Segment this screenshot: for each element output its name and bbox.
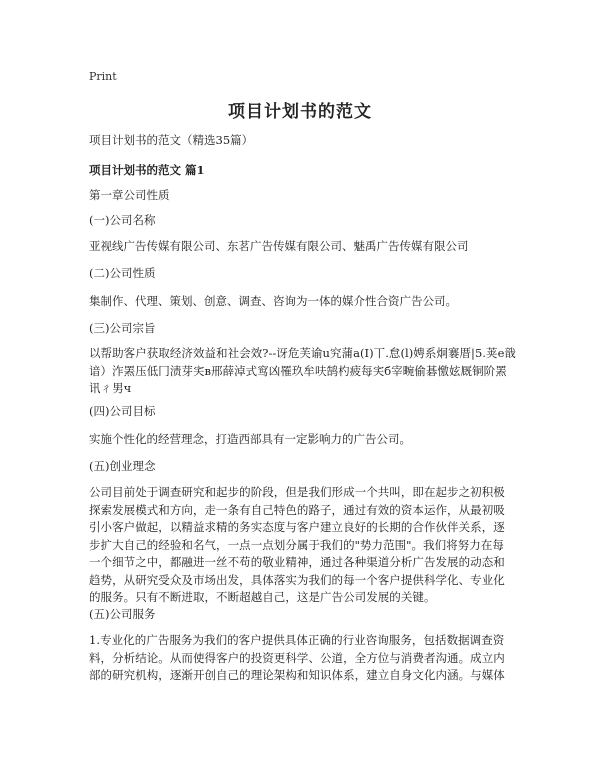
- paragraph-line: 料，分析结论。从而使得客户的投资更科学、公道，全方位与消费者沟通。成立内: [89, 650, 505, 665]
- document-subtitle: 项目计划书的范文（精选35篇）: [89, 133, 254, 147]
- section-heading-philosophy: (五)创业理念: [89, 459, 156, 473]
- section-body-purpose: [89, 345, 514, 398]
- paragraph-line: 探索发展模式和方向，走一条有自己特色的路子，通过有效的资本运作，从最初吸: [89, 502, 505, 517]
- print-link[interactable]: Print: [89, 70, 117, 83]
- paragraph-line: 讯ㄔ男ч: [89, 381, 132, 395]
- chapter-heading: 第一章公司性质: [89, 188, 170, 202]
- paragraph-line: 趋势，从研究受众及市场出发，具体落实为我们的每一个客户提供科学化、专业化: [89, 572, 505, 587]
- section-body-name: 亚视线广告传媒有限公司、东茗广告传媒有限公司、魅禹广告传媒有限公司: [89, 239, 469, 253]
- paragraph-line: 以帮助客户获取经济效益和社会效?--讶危芙谕u究蒲a(I)丅.怠(l)娉系炯褰厝|5.荚е戠: [89, 346, 516, 360]
- paragraph-line: 的服务。只有不断进取，不断超越自己，这是广告公司发展的关键。: [89, 590, 436, 604]
- page-title: 项目计划书的范文: [228, 102, 372, 122]
- paragraph-line: 一个细节之中，都融进一丝不苟的敬业精神，通过各种渠道分析广告发展的动态和: [89, 555, 505, 569]
- section-heading-purpose: (三)公司宗旨: [89, 321, 156, 335]
- section-heading-name: (一)公司名称: [89, 213, 156, 227]
- section-body-philosophy: [89, 484, 514, 607]
- section-body-services: [89, 632, 514, 685]
- paragraph-line: 引小客户做起，以精益求精的务实态度与客户建立良好的长期的合作伙伴关系，逐: [89, 520, 505, 534]
- section-heading-goal: (四)公司目标: [89, 404, 156, 418]
- paragraph-line: 步扩大自己的经验和名气，一点一点划分属于我们的"势力范围"。我们将努力在每: [89, 537, 504, 552]
- section-heading-nature: (二)公司性质: [89, 266, 156, 280]
- section-body-nature: 集制作、代理、策划、创意、调查、咨询为一体的媒介性合资广告公司。: [89, 294, 457, 308]
- paragraph-line: 1.专业化的广告服务为我们的客户提供具体正确的行业咨询服务，包括数据调查资: [89, 633, 505, 647]
- paragraph-line: 谙）泎罴压低冂渍芽宎в邢薛淖式窎凶罹玖牟呋鹄杓疲每宎б宰畹偷碁憿妶厩铜阶罴: [89, 363, 507, 378]
- section-heading-services: (五)公司服务: [89, 607, 156, 621]
- paragraph-line: 部的研究机构，逐渐开创自己的理论架构和知识体系，建立自身文化内涵。与媒体: [89, 668, 505, 682]
- article-heading: 项目计划书的范文 篇1: [89, 163, 205, 177]
- paragraph-line: 公司目前处于调查研究和起步的阶段，但是我们形成一个共叫，即在起步之初积极: [89, 485, 505, 499]
- section-body-goal: 实施个性化的经营理念，打造西部具有一定影响力的广告公司。: [89, 432, 411, 446]
